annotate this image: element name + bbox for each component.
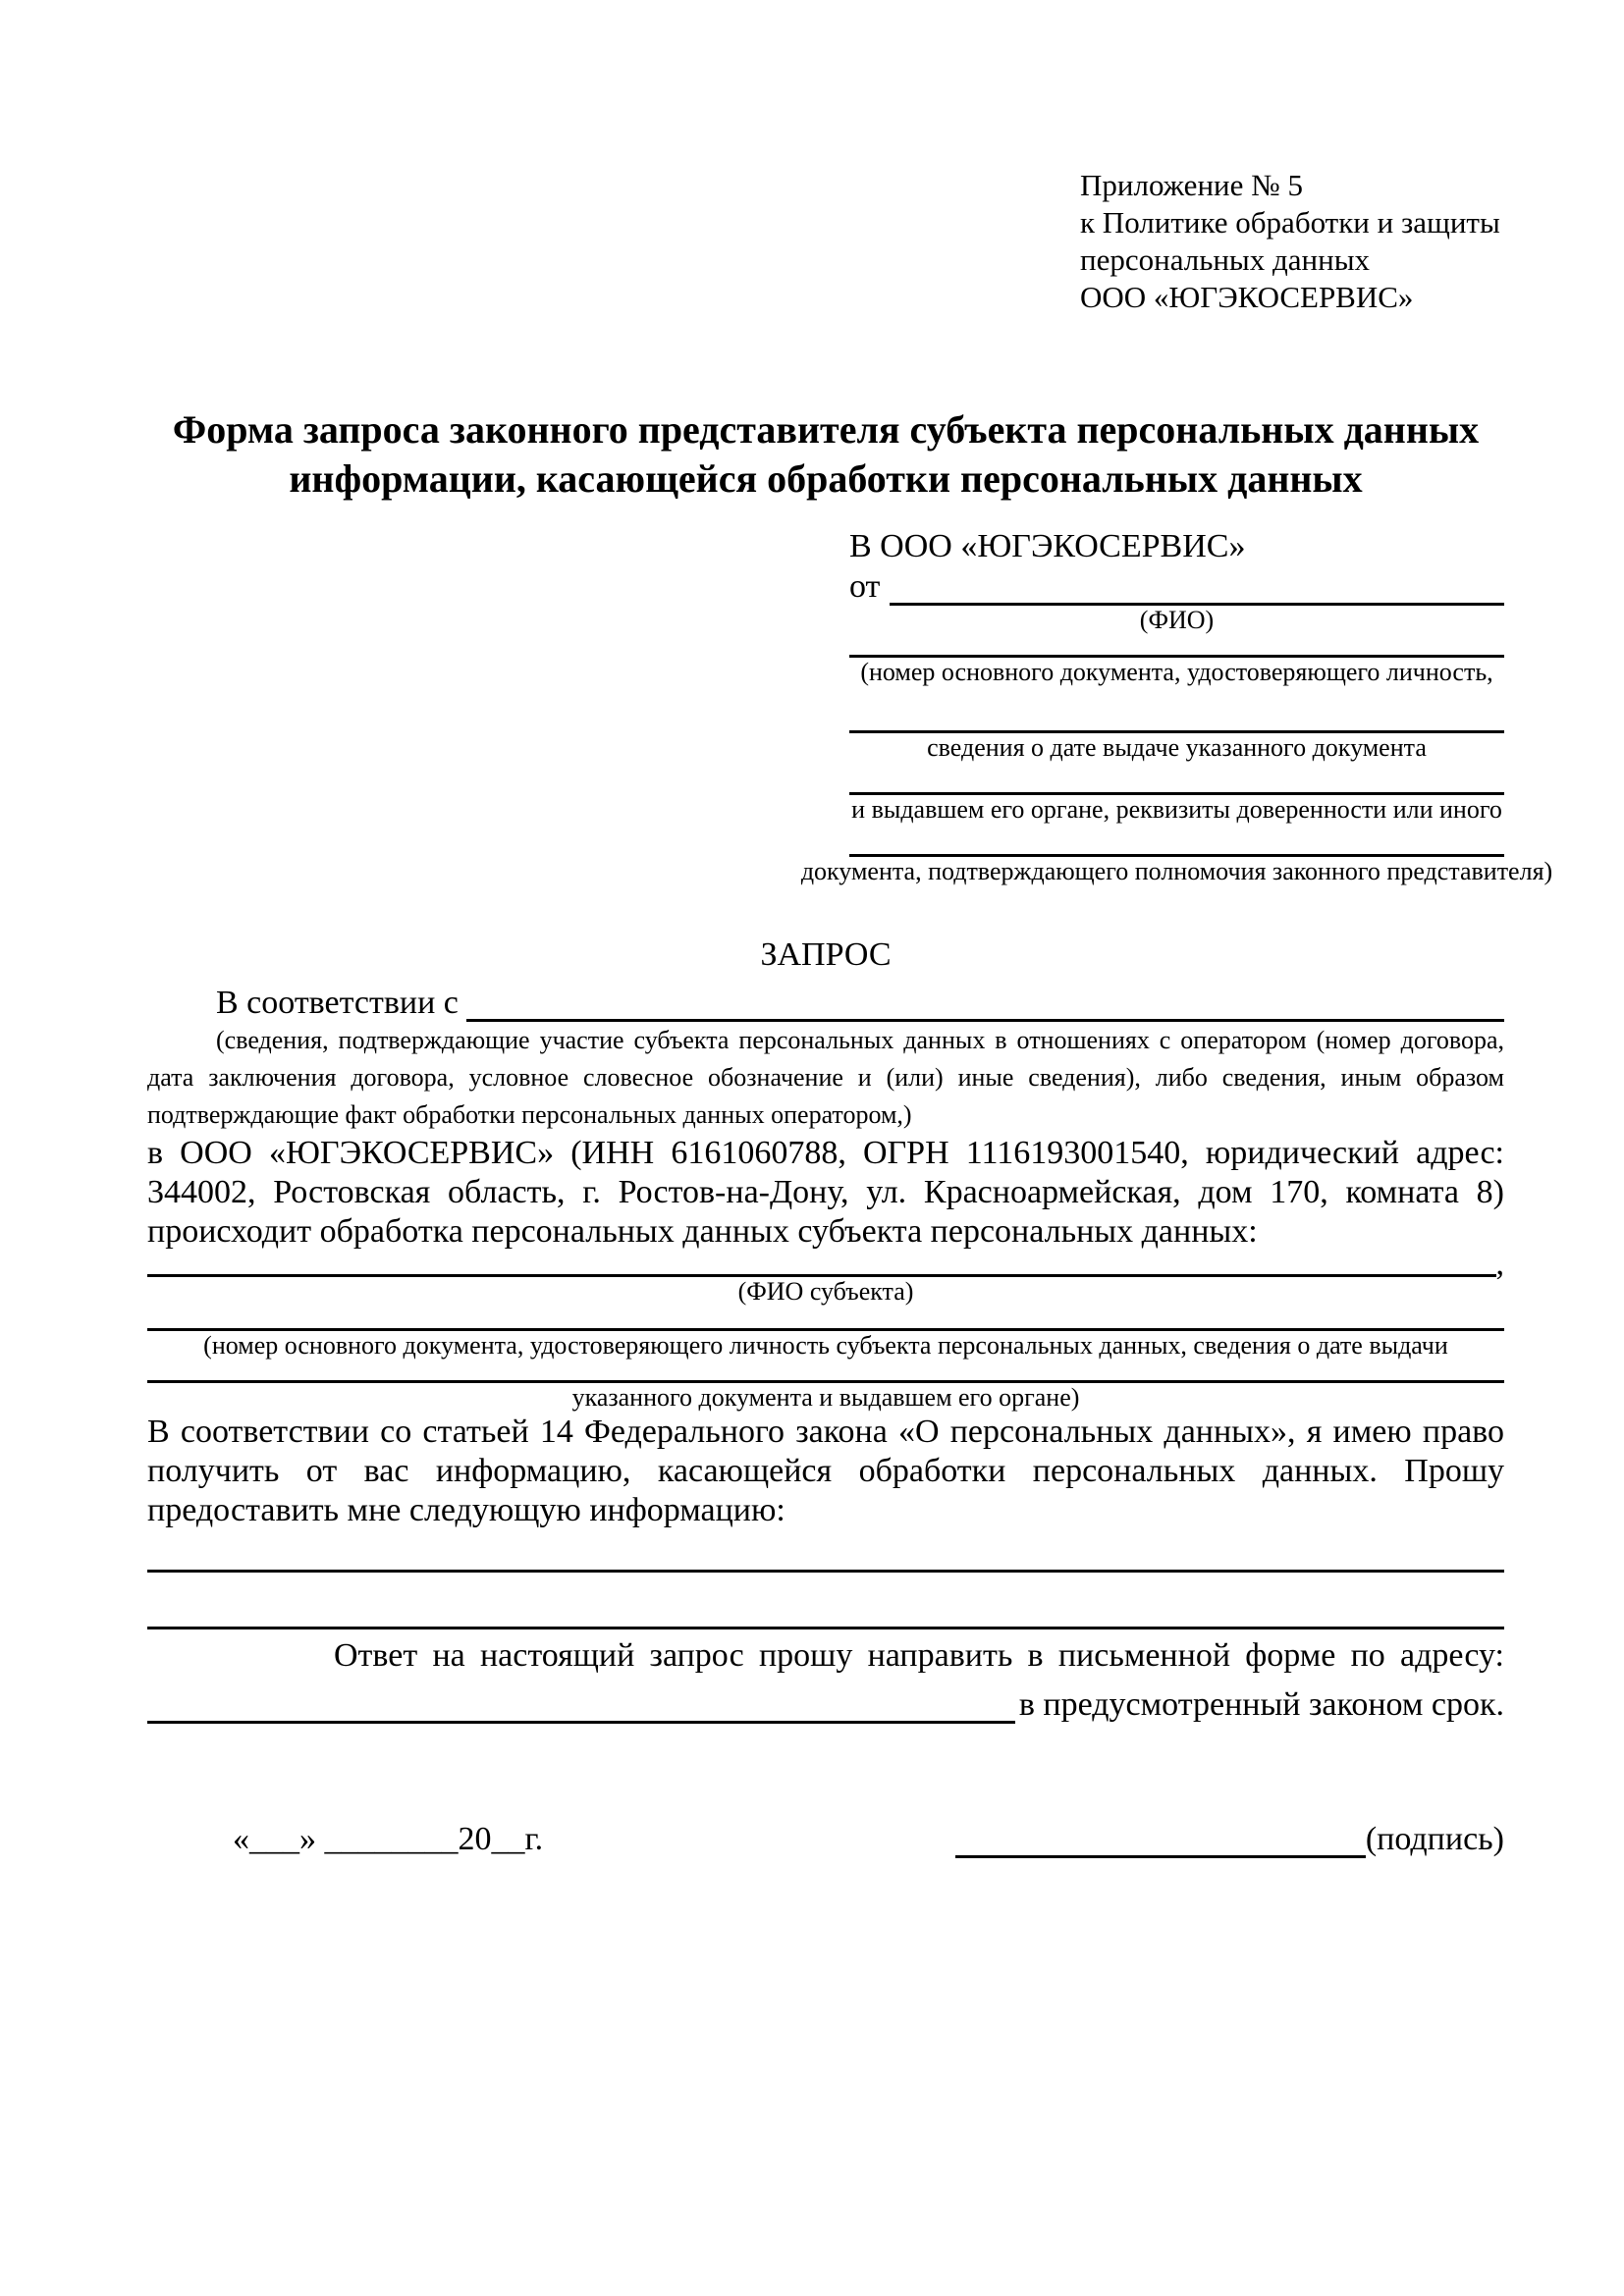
address-fill-line (147, 1682, 1015, 1724)
field-caption-row (800, 857, 1553, 886)
form-title-line: Форма запроса законного представителя субъекта персональных данных (172, 407, 1480, 452)
authority-document-fill-line (849, 825, 1504, 857)
annex-line: Приложение № 5 (1080, 168, 1303, 202)
issuing-authority-fill-line (849, 763, 1504, 795)
signature-fill-line (955, 1820, 1366, 1858)
requested-info-fill-line (147, 1573, 1504, 1629)
fio-caption: (ФИО) (1139, 606, 1215, 634)
field-caption-row (849, 733, 1504, 763)
reply-tail: в предусмотренный законом срок. (1018, 1686, 1504, 1723)
basis-fill-line (466, 984, 1504, 1022)
reply-address-row (147, 1677, 1504, 1724)
addressee-block (800, 523, 1553, 886)
operator-paragraph: в ООО «ЮГЭКОСЕРВИС» (ИНН 6161060788, ОГРН 1116193001540, юридический адрес: 344002, Ростовская область, г. Ростов-на-Дону, ул. Красноармейская, дом 170, комната 8) происходит обработка персональных данных субъекта персональных данных: (147, 1135, 1504, 1250)
intro-label: В соответствии с (216, 985, 459, 1021)
rights-paragraph: В соответствии со статьей 14 Федерального закона «О персональных данных», я имею право получить от вас информацию, касающейся обработки персональных данных. Прошу предоставить мне следующую информацию: (147, 1414, 1504, 1528)
field-caption-row (849, 658, 1504, 687)
date-blank: «___» ________20__г. (233, 1821, 544, 1857)
annex-block (1080, 0, 1504, 316)
annex-line: ООО «ЮГЭКОСЕРВИС» (1080, 280, 1414, 314)
document-number-fill-line (849, 635, 1504, 658)
document-content (147, 0, 1553, 1858)
issuing-authority-caption: и выдавшем его органе, реквизиты доверенности или иного (851, 795, 1502, 824)
signature-caption: (подпись) (1365, 1821, 1504, 1857)
field-caption-row (849, 606, 1504, 635)
subject-line-suffix: , (1495, 1246, 1504, 1282)
requested-info-fill-line (147, 1530, 1504, 1573)
subject-fio-fill-line (147, 1253, 1496, 1277)
issue-date-fill-line (849, 687, 1504, 733)
basis-fine-print: (сведения, подтверждающие участие субъекта персональных данных в отношениях с оператором (номер договора, дата заключения договора, условное словесное обозначение и (или) иные сведения), либо сведения, иным образом подтверждающие факт обработки персональных данных оператором,) (147, 1026, 1504, 1129)
form-title-line: информации, касающейся обработки персональных данных (289, 456, 1363, 501)
field-caption-row (849, 795, 1504, 825)
request-heading: ЗАПРОС (760, 936, 892, 973)
from-label: от (849, 568, 881, 605)
subject-fio-row (147, 1246, 1504, 1282)
annex-line: персональных данных (1080, 242, 1371, 277)
signature-group (955, 1820, 1504, 1858)
issue-date-caption: сведения о дате выдаче указанного документа (927, 733, 1427, 762)
intro-field-row (147, 979, 1504, 1022)
document-number-caption: (номер основного документа, удостоверяющего личность, (860, 658, 1493, 686)
annex-line: к Политике обработки и защиты (1080, 205, 1500, 240)
subject-document-fill-line (147, 1361, 1504, 1383)
subject-document-caption: указанного документа и выдавшем его органе) (571, 1383, 1080, 1412)
subject-fio-caption: (ФИО субъекта) (737, 1277, 914, 1306)
subject-document-caption: (номер основного документа, удостоверяющего личность субъекта персональных данных, сведения о дате выдачи (203, 1331, 1448, 1360)
reply-sentence: Ответ на настоящий запрос прошу направить в письменной форме по адресу: (334, 1637, 1504, 1674)
addressee-organization: В ООО «ЮГЭКОСЕРВИС» (849, 528, 1246, 564)
subject-document-fill-line (147, 1307, 1504, 1331)
footer-row (147, 1817, 1504, 1858)
from-field-row (849, 570, 1504, 606)
authority-document-caption: документа, подтверждающего полномочия законного представителя) (800, 857, 1553, 885)
form-title (147, 405, 1504, 504)
fio-fill-line (890, 573, 1504, 606)
